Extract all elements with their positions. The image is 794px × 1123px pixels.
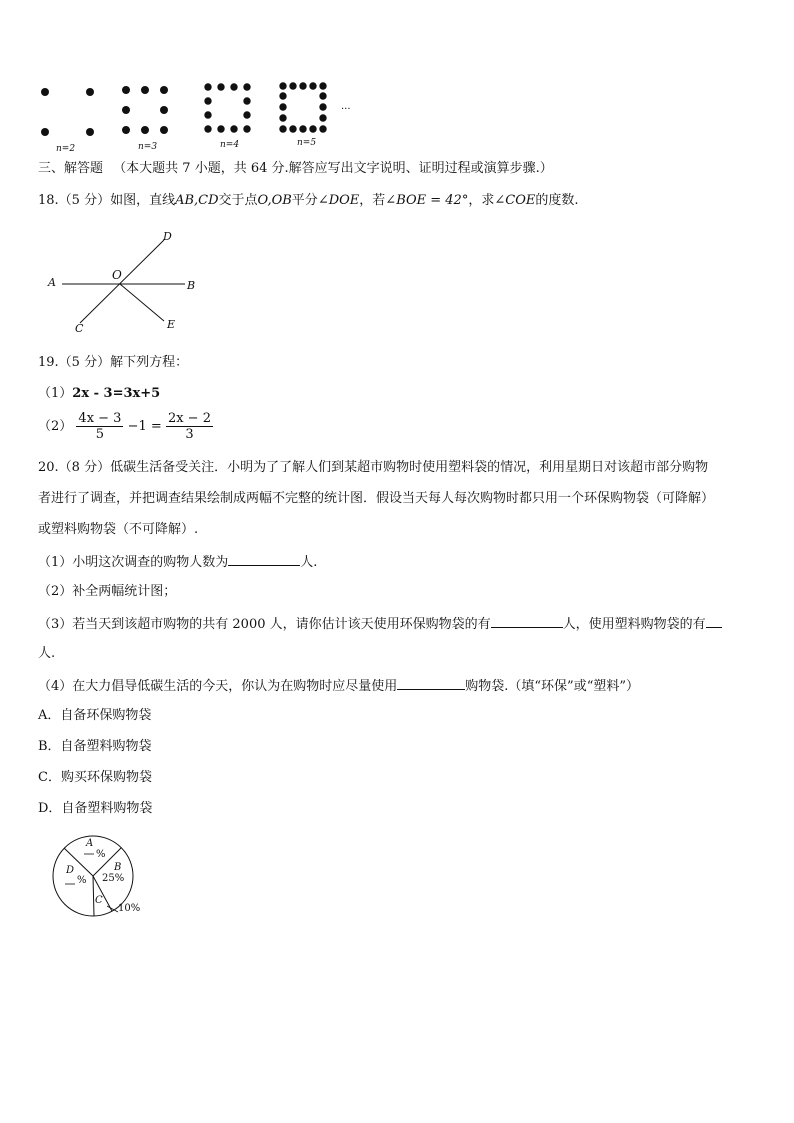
pie-label-D: D: [66, 865, 75, 876]
q20-option-b: B．自备塑料购物袋: [38, 739, 152, 754]
pattern-label-n2: n=2: [56, 144, 76, 154]
q20-part3-text: （3）若当天到该超市购物的共有 2000 人，请你估计该天使用环保购物袋的有: [38, 617, 491, 632]
pattern-n2: [41, 88, 94, 136]
q19-part1-label: （1）: [38, 386, 73, 401]
q20-option-c: C．购买环保购物袋: [38, 770, 152, 785]
q20-part4-blank[interactable]: [397, 676, 465, 690]
pattern-label-n4: n=4: [220, 140, 240, 150]
q18-mid4: ，求: [468, 193, 495, 208]
q20-part3-blank-1[interactable]: [491, 614, 563, 628]
q19-part1-equation: 2x - 3=3x+5: [72, 386, 161, 401]
q18-mid1: 交于点: [218, 193, 258, 208]
q19-fraction-2-denominator: 3: [185, 427, 194, 442]
q20-part4: [38, 676, 639, 696]
section-desc: （本大题共 7 小题，共 64 分.解答应写出文字说明、证明过程或演算步骤.）: [113, 161, 553, 176]
q18-angle1: ∠DOE: [317, 193, 360, 208]
q19-fraction-2: [166, 411, 213, 442]
pattern-label-n5: n=5: [297, 138, 317, 148]
q20-line-3: 或塑料购物袋（不可降解）.: [38, 522, 199, 537]
q18-label-O: O: [112, 268, 122, 282]
pie-pct-B: 25%: [102, 873, 125, 884]
pie-label-A: A: [86, 838, 94, 849]
section-title: 三、解答题: [38, 161, 104, 176]
q18-point: O,OB: [257, 193, 292, 208]
q18-lines: AB,CD: [175, 193, 219, 208]
pattern-label-n3: n=3: [138, 142, 158, 152]
q18-label-C: C: [75, 322, 84, 335]
q18-geometry-figure: [40, 225, 210, 340]
q19-part2-label: （2）: [38, 419, 73, 434]
pattern-ellipsis: ···: [341, 104, 351, 115]
q20-part3: [38, 614, 722, 634]
pie-pct-A: %: [96, 849, 106, 860]
q19-part2-middle: −1 =: [127, 419, 162, 434]
pattern-n5: [279, 82, 326, 132]
q20-part1-blank[interactable]: [228, 552, 300, 566]
q20-part1-text: （1）小明这次调查的购物人数为: [38, 555, 229, 570]
q20-part3-end: 人.: [38, 646, 56, 661]
q20-part3-blank-2[interactable]: [706, 614, 722, 628]
pie-label-B: B: [114, 862, 122, 873]
q18-label-E: E: [167, 318, 176, 331]
q18-label-B: B: [187, 279, 196, 292]
q20-part1-suffix: 人.: [300, 555, 318, 570]
q19-fraction-1-numerator: 4x − 3: [78, 411, 122, 426]
q20-line-1: 20.（8 分）低碳生活备受关注．小明为了了解人们到某超市购物时使用塑料袋的情况，利用星期日对该超市部分购物: [38, 460, 709, 475]
q20-part4-suffix: 购物袋.（填“环保”或“塑料”）: [465, 679, 639, 694]
pattern-n3: [122, 86, 168, 134]
q19-part2: [38, 409, 213, 445]
q18-figure-svg: [40, 225, 210, 340]
pattern-n4: [204, 83, 250, 132]
q19-part1: [38, 385, 160, 403]
q18-label-A: A: [48, 276, 56, 289]
q19-fraction-1-denominator: 5: [95, 427, 105, 442]
q20-part1: [38, 552, 317, 572]
q20-line-2: 者进行了调查，并把调查结果绘制成两幅不完整的统计图．假设当天每人每次购物时都只用一个环保购物袋（可降解）: [38, 491, 715, 506]
q20-part2: （2）补全两幅统计图；: [38, 584, 177, 599]
pie-pct-D: %: [77, 875, 87, 886]
q18-mid3: ，若: [359, 193, 386, 208]
pie-pct-C: 10%: [118, 903, 141, 914]
q18-condition: ∠BOE = 42°: [385, 193, 469, 208]
q20-part4-text: （4）在大力倡导低碳生活的今天，你认为在购物时应尽量使用: [38, 679, 398, 694]
q20-option-a: A．自备环保购物袋: [38, 708, 152, 723]
dot-pattern-figure: [30, 80, 370, 158]
dot-pattern-svg: [30, 80, 370, 158]
q18-label-D: D: [163, 230, 172, 243]
q19-fraction-1: [76, 411, 123, 442]
pie-label-C: C: [95, 895, 103, 906]
section-header: [38, 160, 553, 178]
q18-prefix: 18.（5 分）如图，直线: [38, 193, 176, 208]
q19-stem: 19.（5 分）解下列方程：: [38, 355, 189, 370]
question-18: [38, 192, 579, 210]
q18-angle2: ∠COE: [494, 193, 536, 208]
q20-part3-middle: 人，使用塑料购物袋的有: [562, 617, 706, 632]
q19-fraction-2-numerator: 2x − 2: [167, 411, 211, 426]
q18-suffix: 的度数.: [535, 193, 579, 208]
q18-mid2: 平分: [291, 193, 318, 208]
q20-option-d: D．自备塑料购物袋: [38, 801, 153, 816]
